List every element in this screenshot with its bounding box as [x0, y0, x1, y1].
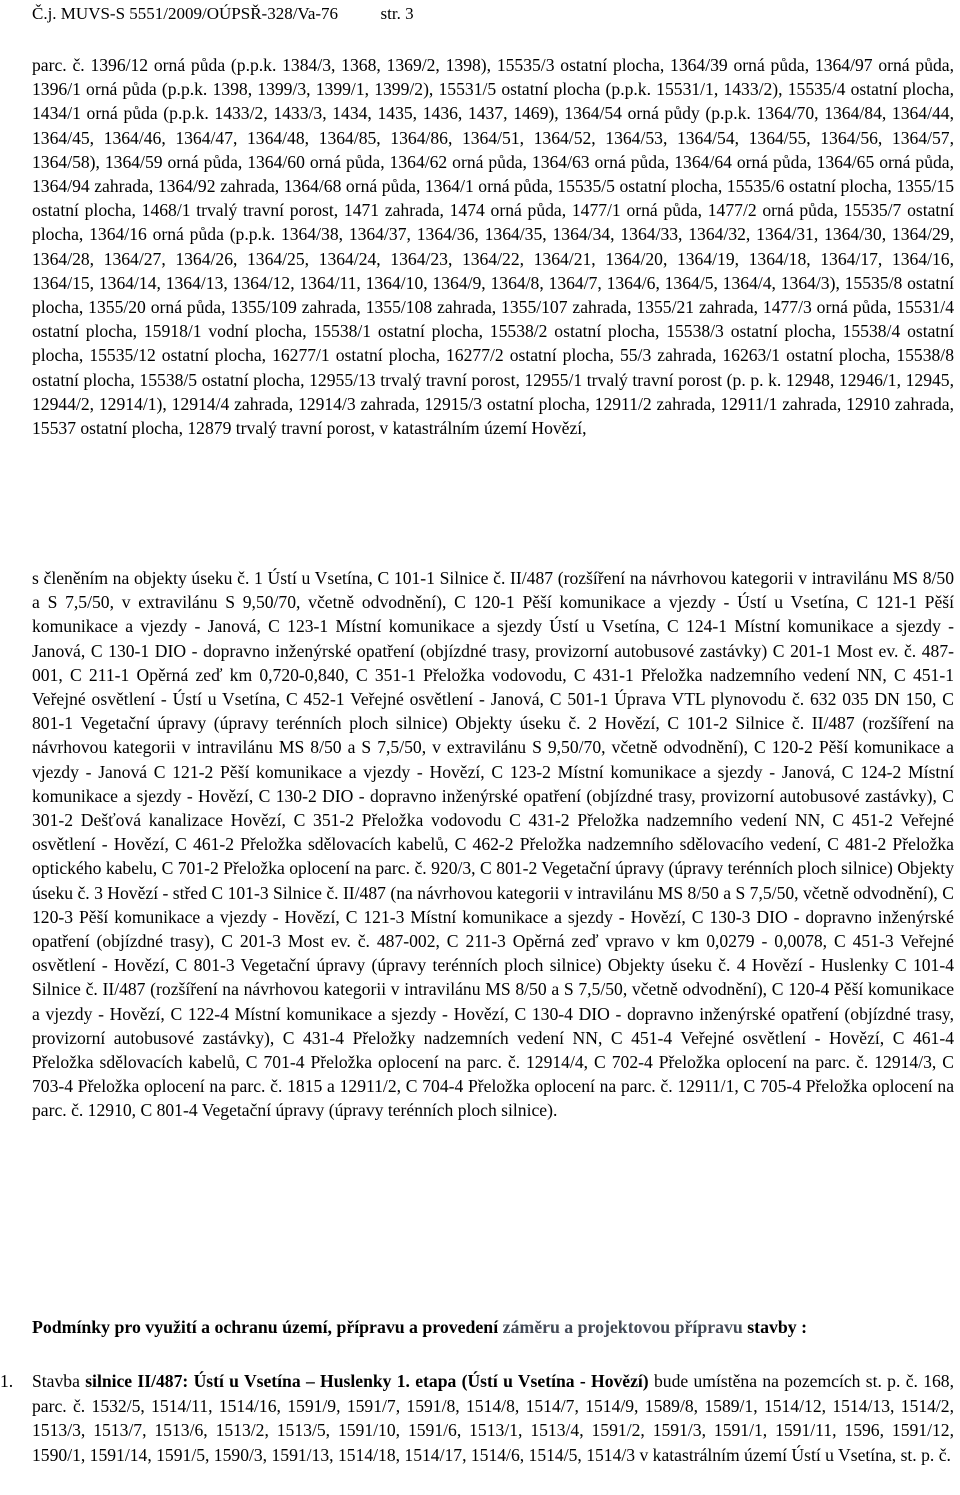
heading-part-1: Podmínky pro využití a ochranu území, přípravu a provedení — [32, 1317, 503, 1337]
condition-item-1 — [0, 1369, 954, 1467]
parcel-list-paragraph: parc. č. 1396/12 orná půda (p.p.k. 1384/3, 1368, 1369/2, 1398), 15535/3 ostatní plocha, 1364/39 orná půda, 1364/97 orná půda, 1396/1 orná půda (p.p.k. 1398, 1399/3, 1399/1, 1399/2), 15531/5 ostatní plocha (p.p.k. 15531/1, 1433/2), 15535/4 ostatní plocha, 1434/1 orná půda (p.p.k. 1433/2, 1433/3, 1434, 1435, 1436, 1437, 1469), 1364/54 orná půdy (p.p.k. 1364/70, 1364/84, 1364/44, 1364/45, 1364/46, 1364/47, 1364/48, 1364/85, 1364/86, 1364/51, 1364/52, 1364/53, 1364/54, 1364/55, 1364/56, 1364/57, 1364/58), 1364/59 orná půda, 1364/60 orná půda, 1364/62 orná půda, 1364/63 orná půda, 1364/64 orná půda, 1364/65 orná půda, 1364/94 zahrada, 1364/92 zahrada, 1364/68 orná půda, 1364/1 orná půda, 15535/5 ostatní plocha, 15535/6 ostatní plocha, 1355/15 ostatní plocha, 1468/1 trvalý travní porost, 1471 zahrada, 1474 orná půda, 1477/1 orná půda, 1477/2 orná půda, 15535/7 ostatní plocha, 1364/16 orná půda (p.p.k. 1364/38, 1364/37, 1364/36, 1364/35, 1364/34, 1364/33, 1364/32, 1364/31, 1364/30, 1364/29, 1364/28, 1364/27, 1364/26, 1364/25, 1364/24, 1364/23, 1364/22, 1364/21, 1364/20, 1364/19, 1364/18, 1364/17, 1364/16, 1364/15, 1364/14, 1364/13, 1364/12, 1364/11, 1364/10, 1364/9, 1364/8, 1364/7, 1364/6, 1364/5, 1364/4, 1364/3), 15535/8 ostatní plocha, 1355/20 orná půda, 1355/109 zahrada, 1355/108 zahrada, 1355/107 zahrada, 1355/21 zahrada, 1477/3 orná půda, 15531/4 ostatní plocha, 15918/1 vodní plocha, 15538/1 ostatní plocha, 15538/2 ostatní plocha, 15538/3 ostatní plocha, 15538/4 ostatní plocha, 15535/12 ostatní plocha, 16277/1 ostatní plocha, 16277/2 ostatní plocha, 55/3 zahrada, 16263/1 ostatní plocha, 15538/8 ostatní plocha, 15538/5 ostatní plocha, 12955/13 trvalý travní porost, 12955/1 trvalý travní porost (p. p. k. 12948, 12946/1, 12945, 12944/2, 12914/1), 12914/4 zahrada, 12914/3 zahrada, 12915/3 ostatní plocha, 12911/2 zahrada, 12911/1 zahrada, 12910 zahrada, 15537 ostatní plocha, 12879 trvalý travní porost, v katastrálním území Hovězí, — [32, 55, 954, 439]
page-number: str. 3 — [380, 4, 414, 23]
conditions-heading — [32, 1315, 954, 1340]
item-bold-title: silnice II/487: Ústí u Vsetína – Huslenky 1. etapa (Ústí u Vsetína - Hovězí) — [85, 1371, 649, 1391]
item-rest: bude umístěna na pozemcích st. p. č. 168, parc. č. 1532/5, 1514/11, 1514/16, 1591/9, 1591/7, 1591/8, 1514/8, 1514/7, 1514/9, 1589/8, 1589/1, 1514/12, 1514/13, 1514/2, 1513/3, 1513/7, 1513/6, 1513/2, 1513/5, 1591/10, 1591/6, 1513/1, 1513/4, 1591/2, 1591/3, 1591/1, 1591/11, 1596, 1591/12, 1590/1, 1591/14, 1591/5, 1590/3, 1591/13, 1514/18, 1514/17, 1514/6, 1514/5, 1514/3 v katastrálním území Ústí u Vsetína, st. p. č. — [32, 1371, 954, 1465]
document-reference: Č.j. MUVS-S 5551/2009/OÚPSŘ-328/Va-76 — [32, 4, 339, 23]
heading-part-2: záměru a projektovou přípravu — [502, 1317, 743, 1337]
construction-objects-paragraph: s členěním na objekty úseku č. 1 Ústí u Vsetína, C 101-1 Silnice č. II/487 (rozšíření na návrhovou kategorii v intravilánu MS 8/50 a S 7,5/50, v extravilánu S 9,50/70, včetně odvodnění), C 120-1 Pěší komunikace a vjezdy - Ústí u Vsetína, C 121-1 Pěší komunikace a vjezdy - Janová, C 123-1 Místní komunikace a sjezdy Ústí u Vsetína, C 124-1 Místní komunikace a sjezdy - Janová, C 130-1 DIO - dopravno inženýrské opatření (objízdné trasy, provizorní autobusové zastávky) C 201-1 Most ev. č. 487-001, C 211-1 Opěrná zeď km 0,720-0,840, C 351-1 Přeložka vodovodu, C 431-1 Přeložka nadzemního vedení NN, C 451-1 Veřejné osvětlení - Ústí u Vsetína, C 452-1 Veřejné osvětlení - Janová, C 501-1 Úprava VTL plynovodu č. 632 035 DN 150, C 801-1 Vegetační úpravy (úpravy terénních ploch silnice) Objekty úseku č. 2 Hovězí, C 101-2 Silnice č. II/487 (rozšíření na návrhovou kategorii v intravilánu MS 8/50 a S 7,5/50, v extravilánu S 9,50/70, včetně odvodnění), C 120-2 Pěší komunikace a vjezdy - Janová C 121-2 Pěší komunikace a vjezdy - Hovězí, C 123-2 Místní komunikace a sjezdy - Janová, C 124-2 Místní komunikace a sjezdy - Hovězí, C 130-2 DIO - dopravno inženýrské opatření (objízdné trasy, provizorní autobusové zastávky), C 301-2 Dešťová kanalizace Hovězí, C 351-2 Přeložka vodovodu C 431-2 Přeložka nadzemního vedení NN, C 451-2 Veřejné osvětlení - Hovězí, C 461-2 Přeložka sdělovacích kabelů, C 462-2 Přeložka nadzemního sdělovacího vedení, C 481-2 Přeložka optického kabelu, C 701-2 Přeložka oplocení na parc. č. 920/3, C 801-2 Vegetační úpravy (úpravy terénních ploch silnice) Objekty úseku č. 3 Hovězí - střed C 101-3 Silnice č. II/487 (na návrhovou kategorii v intravilánu MS 8/50 a S 7,5/50, včetně odvodnění), C 120-3 Pěší komunikace a vjezdy - Hovězí, C 121-3 Místní komunikace a sjezdy - Hovězí, C 130-3 DIO - dopravno inženýrské opatření (objízdné trasy), C 201-3 Most ev. č. 487-002, C 211-3 Opěrná zeď vpravo v km 0,0279 - 0,0078, C 451-3 Veřejné osvětlení - Hovězí, C 801-3 Vegetační úpravy (úpravy terénních ploch silnice) Objekty úseku č. 4 Hovězí - Huslenky C 101-4 Silnice č. II/487 (rozšíření na návrhovou kategorii v intravilánu MS 8/50 a S 7,5/50, včetně odvodnění), C 120-4 Pěší komunikace a vjezdy - Hovězí, C 122-4 Místní komunikace a sjezdy - Hovězí, C 130-4 DIO - dopravno inženýrské opatření (objízdné trasy, provizorní autobusové zastávky), C 431-4 Přeložky nadzemních vedení NN, C 451-4 Veřejné osvětlení - Hovězí, C 461-4 Přeložka sdělovacích kabelů, C 701-4 Přeložka oplocení na parc. č. 12914/4, C 702-4 Přeložka oplocení na parc. č. 12914/3, C 703-4 Přeložka oplocení na parc. č. 1815 a 12911/2, C 704-4 Přeložka oplocení na parc. č. 12911/1, C 705-4 Přeložka oplocení na parc. č. 12910, C 801-4 Vegetační úpravy (úpravy terénních ploch silnice). — [32, 568, 954, 1121]
item-number: 1. — [0, 1371, 14, 1391]
page-header — [32, 2, 414, 26]
heading-part-3: stavby : — [742, 1317, 808, 1337]
item-lead: Stavba — [32, 1371, 86, 1391]
